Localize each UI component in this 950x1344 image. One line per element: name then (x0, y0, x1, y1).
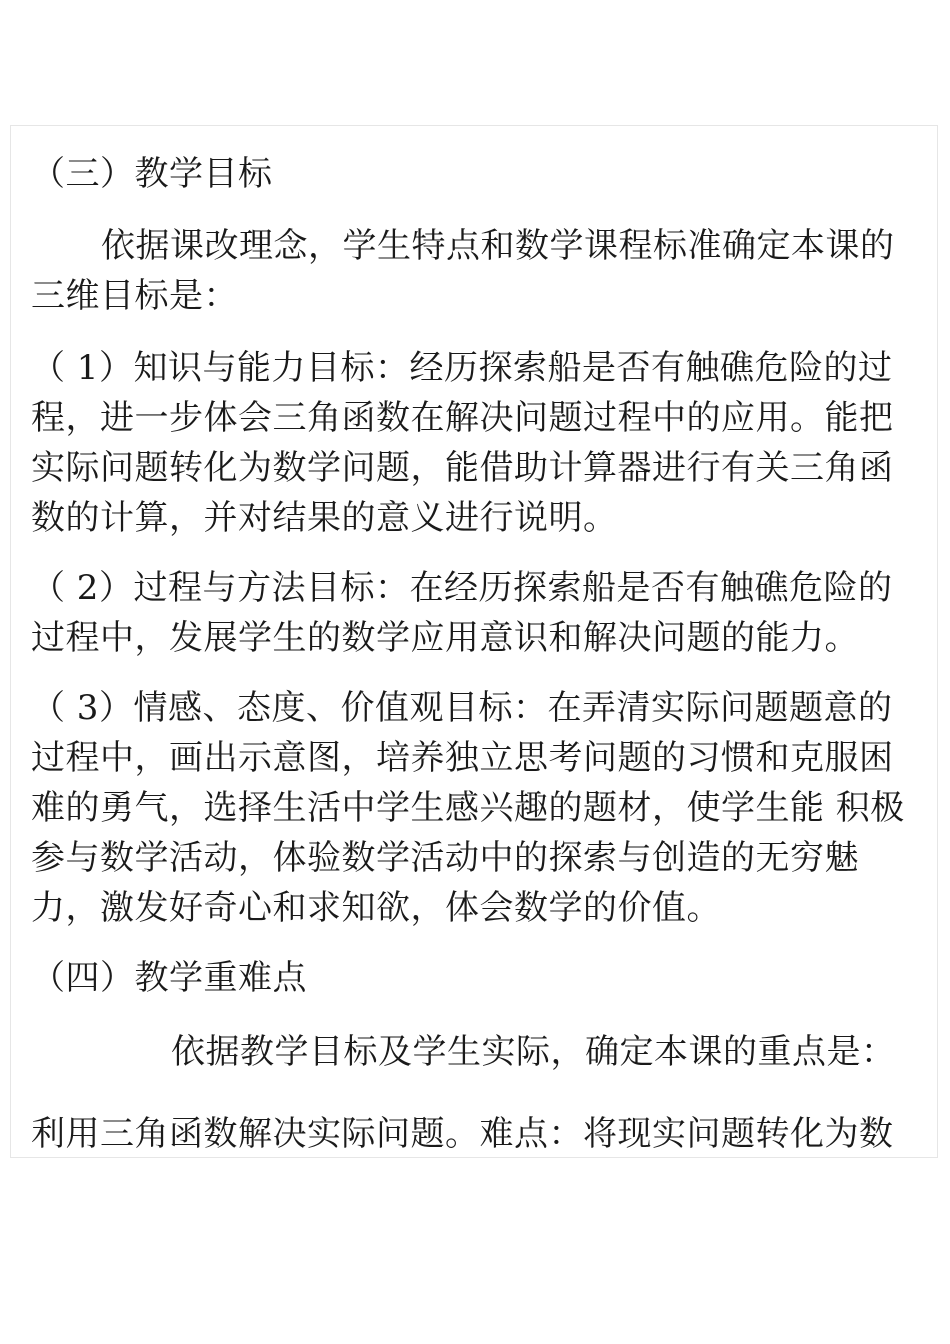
paragraph-line: （ 2）过程与方法目标：在经历探索船是否有触礁危险的 (31, 568, 893, 608)
paragraph-line: 实际问题转化为数学问题，能借助计算器进行有关三角函 (31, 448, 894, 488)
paragraph-line: 数的计算，并对结果的意义进行说明。 (31, 498, 618, 538)
paragraph-line: 难的勇气，选择生活中学生感兴趣的题材，使学生能 积极 (31, 788, 905, 828)
paragraph-line: 过程中，画出示意图，培养独立思考问题的习惯和克服困 (31, 738, 894, 778)
paragraph-line: 力，激发好奇心和求知欲，体会数学的价值。 (31, 888, 721, 928)
document-page (10, 125, 938, 1158)
paragraph-line: （ 1）知识与能力目标：经历探索船是否有触礁危险的过 (31, 348, 893, 388)
paragraph-line: 三维目标是： (31, 276, 238, 316)
section-heading-teaching-goals: （三）教学目标 (31, 154, 273, 194)
paragraph-line: （ 3）情感、态度、价值观目标：在弄清实际问题题意的 (31, 688, 893, 728)
section-heading-key-difficulties: （四）教学重难点 (31, 958, 307, 998)
paragraph-line: 依据教学目标及学生实际，确定本课的重点是： (171, 1032, 896, 1072)
paragraph-line: 依据课改理念，学生特点和数学课程标准确定本课的 (101, 226, 895, 266)
paragraph-line: 利用三角函数解决实际问题。难点：将现实问题转化为数 (31, 1114, 894, 1154)
paragraph-line: 参与数学活动，体验数学活动中的探索与创造的无穷魅 (31, 838, 859, 878)
paragraph-line: 程，进一步体会三角函数在解决问题过程中的应用。能把 (31, 398, 894, 438)
paragraph-line: 过程中，发展学生的数学应用意识和解决问题的能力。 (31, 618, 859, 658)
